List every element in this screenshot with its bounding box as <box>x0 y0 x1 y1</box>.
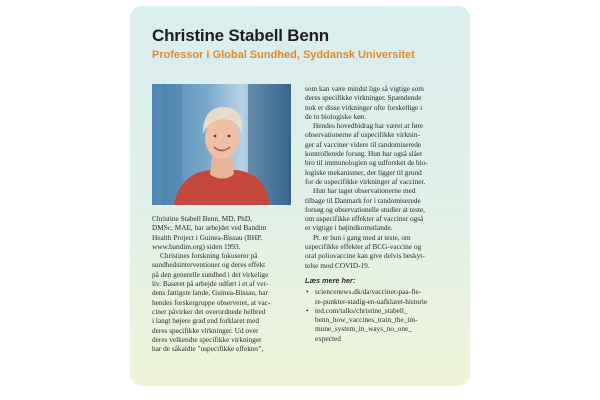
read-more-link[interactable]: • sciencenews.dk/da/vacciner-paa-fle- re-punkter-stadig-en-uafklaret-historie <box>315 287 455 306</box>
text-paragraph: Hun har taget observationerne med tilbage til Danmark for i randomiserede forsøg og observationelle studier at teste, om uspecifikke effekter af vacciner også er vigtige i højindkomstlande. <box>305 186 425 233</box>
read-more-list <box>305 287 455 343</box>
research-paragraph: Christines forskning fokuserer på sundhedsinterventioner og deres effekt på den generelle sundhed i det virkelige liv. Baseret på arbejde udført i et af ver- dens fattigste lande, Guinea-Bissau, har hendes forskergruppe observeret, at vac- ciner påvirker det overordnede helbred i langt højere grad end forklaret med deres specifikke virkninger. Ud over deres velkendte specifikke virkninger har de såkaldte "uspecifikke effekter", <box>152 251 271 354</box>
portrait-photo <box>152 84 291 205</box>
bio-paragraph: Christine Stabell Benn, MD, PhD, DMSc, MAE, har arbejdet ved Bandim Health Project i Guinea-Bissau (BHP, www.bandim.org) siden 1993. <box>152 214 267 251</box>
left-text-column <box>152 214 297 353</box>
read-more-link[interactable]: • ted.com/talks/christine_stabell_ benn_how_vaccines_train_the_im- mune_system_in_ways_no_one_ expected <box>315 306 455 343</box>
text-paragraph: Hendes hovedbidrag har været at føre observationerne af uspecifikke virknin- ger af vacciner videre til randomiserede kontrollerede forsøg. Hun har også slået bro til immunologien og udforsket de bio- logiske mekanismer, der ligger til grund for de uspecifikke virkninger af vacciner. <box>305 121 428 186</box>
text-paragraph: som kan være mindst lige så vigtige som deres specifikke virkninger. Spændende nok er disse virkninger ofte forskellige i de to biologiske køn. <box>305 84 424 121</box>
text-paragraph: Pt. er hun i gang med at teste, om uspecifikke effekter af BCG-vaccine og oral poliovaccine kan give delvis beskyt- telse mod COVID-19. <box>305 232 425 270</box>
person-name: Christine Stabell Benn <box>152 26 329 45</box>
person-role: Professor i Global Sundhed, Syddansk Universitet <box>152 49 415 61</box>
read-more-heading: Læs mere her: <box>305 275 356 285</box>
right-text-column <box>305 84 455 343</box>
profile-card <box>130 6 470 386</box>
